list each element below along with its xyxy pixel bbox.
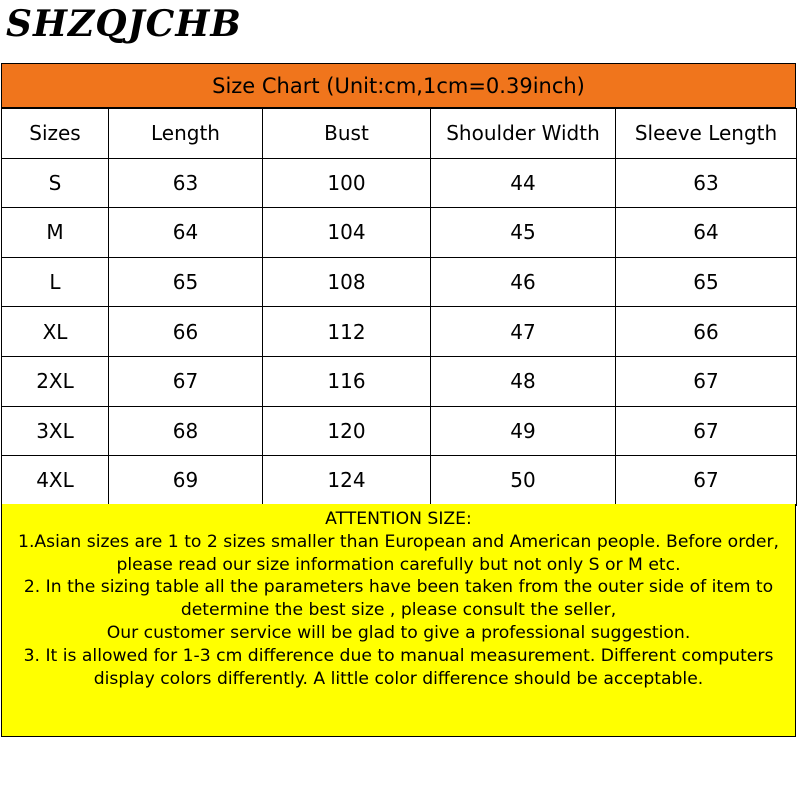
notice-line: 3. It is allowed for 1-3 cm difference due to manual measurement. Different computers display colors differently. A little color difference should be acceptable. bbox=[23, 645, 774, 689]
cell-shoulder-width: 44 bbox=[431, 158, 616, 208]
cell-size: 3XL bbox=[2, 406, 109, 456]
notice-heading: ATTENTION SIZE: bbox=[325, 509, 472, 529]
cell-sleeve-length: 67 bbox=[616, 356, 797, 406]
cell-length: 64 bbox=[109, 208, 263, 258]
cell-shoulder-width: 45 bbox=[431, 208, 616, 258]
cell-bust: 112 bbox=[263, 307, 431, 357]
cell-shoulder-width: 50 bbox=[431, 456, 616, 506]
table-row bbox=[2, 406, 797, 456]
cell-size: 4XL bbox=[2, 456, 109, 506]
table-row bbox=[2, 257, 797, 307]
header-sleeve-length: Sleeve Length bbox=[616, 109, 797, 159]
size-chart bbox=[1, 63, 796, 737]
table-row bbox=[2, 208, 797, 258]
size-table bbox=[1, 108, 797, 506]
cell-size: S bbox=[2, 158, 109, 208]
cell-size: XL bbox=[2, 307, 109, 357]
table-row bbox=[2, 158, 797, 208]
header-length: Length bbox=[109, 109, 263, 159]
table-row bbox=[2, 456, 797, 506]
cell-sleeve-length: 65 bbox=[616, 257, 797, 307]
cell-sleeve-length: 64 bbox=[616, 208, 797, 258]
attention-notice bbox=[1, 504, 796, 737]
cell-shoulder-width: 47 bbox=[431, 307, 616, 357]
cell-length: 67 bbox=[109, 356, 263, 406]
brand-logo-text: SHZQJCHB bbox=[6, 3, 242, 45]
cell-bust: 104 bbox=[263, 208, 431, 258]
notice-line: Our customer service will be glad to give a professional suggestion. bbox=[106, 622, 691, 643]
cell-length: 63 bbox=[109, 158, 263, 208]
cell-size: 2XL bbox=[2, 356, 109, 406]
cell-shoulder-width: 46 bbox=[431, 257, 616, 307]
cell-bust: 116 bbox=[263, 356, 431, 406]
table-row bbox=[2, 356, 797, 406]
cell-bust: 100 bbox=[263, 158, 431, 208]
cell-sleeve-length: 66 bbox=[616, 307, 797, 357]
notice-line: 1.Asian sizes are 1 to 2 sizes smaller than European and American people. Before order, bbox=[18, 531, 779, 552]
cell-sleeve-length: 63 bbox=[616, 158, 797, 208]
cell-length: 65 bbox=[109, 257, 263, 307]
cell-length: 66 bbox=[109, 307, 263, 357]
table-row bbox=[2, 307, 797, 357]
cell-size: M bbox=[2, 208, 109, 258]
header-shoulder-width: Shoulder Width bbox=[431, 109, 616, 159]
header-sizes: Sizes bbox=[2, 109, 109, 159]
header-bust: Bust bbox=[263, 109, 431, 159]
cell-bust: 108 bbox=[263, 257, 431, 307]
notice-line: please read our size information carefully but not only S or M etc. bbox=[116, 554, 681, 575]
chart-title: Size Chart (Unit:cm,1cm=0.39inch) bbox=[1, 63, 796, 108]
cell-sleeve-length: 67 bbox=[616, 406, 797, 456]
cell-sleeve-length: 67 bbox=[616, 456, 797, 506]
cell-length: 68 bbox=[109, 406, 263, 456]
cell-shoulder-width: 48 bbox=[431, 356, 616, 406]
notice-line: 2. In the sizing table all the parameters have been taken from the outer side of item to determine the best size , please consult the seller, bbox=[23, 577, 774, 621]
cell-size: L bbox=[2, 257, 109, 307]
cell-bust: 124 bbox=[263, 456, 431, 506]
cell-bust: 120 bbox=[263, 406, 431, 456]
table-header-row bbox=[2, 109, 797, 159]
cell-shoulder-width: 49 bbox=[431, 406, 616, 456]
cell-length: 69 bbox=[109, 456, 263, 506]
